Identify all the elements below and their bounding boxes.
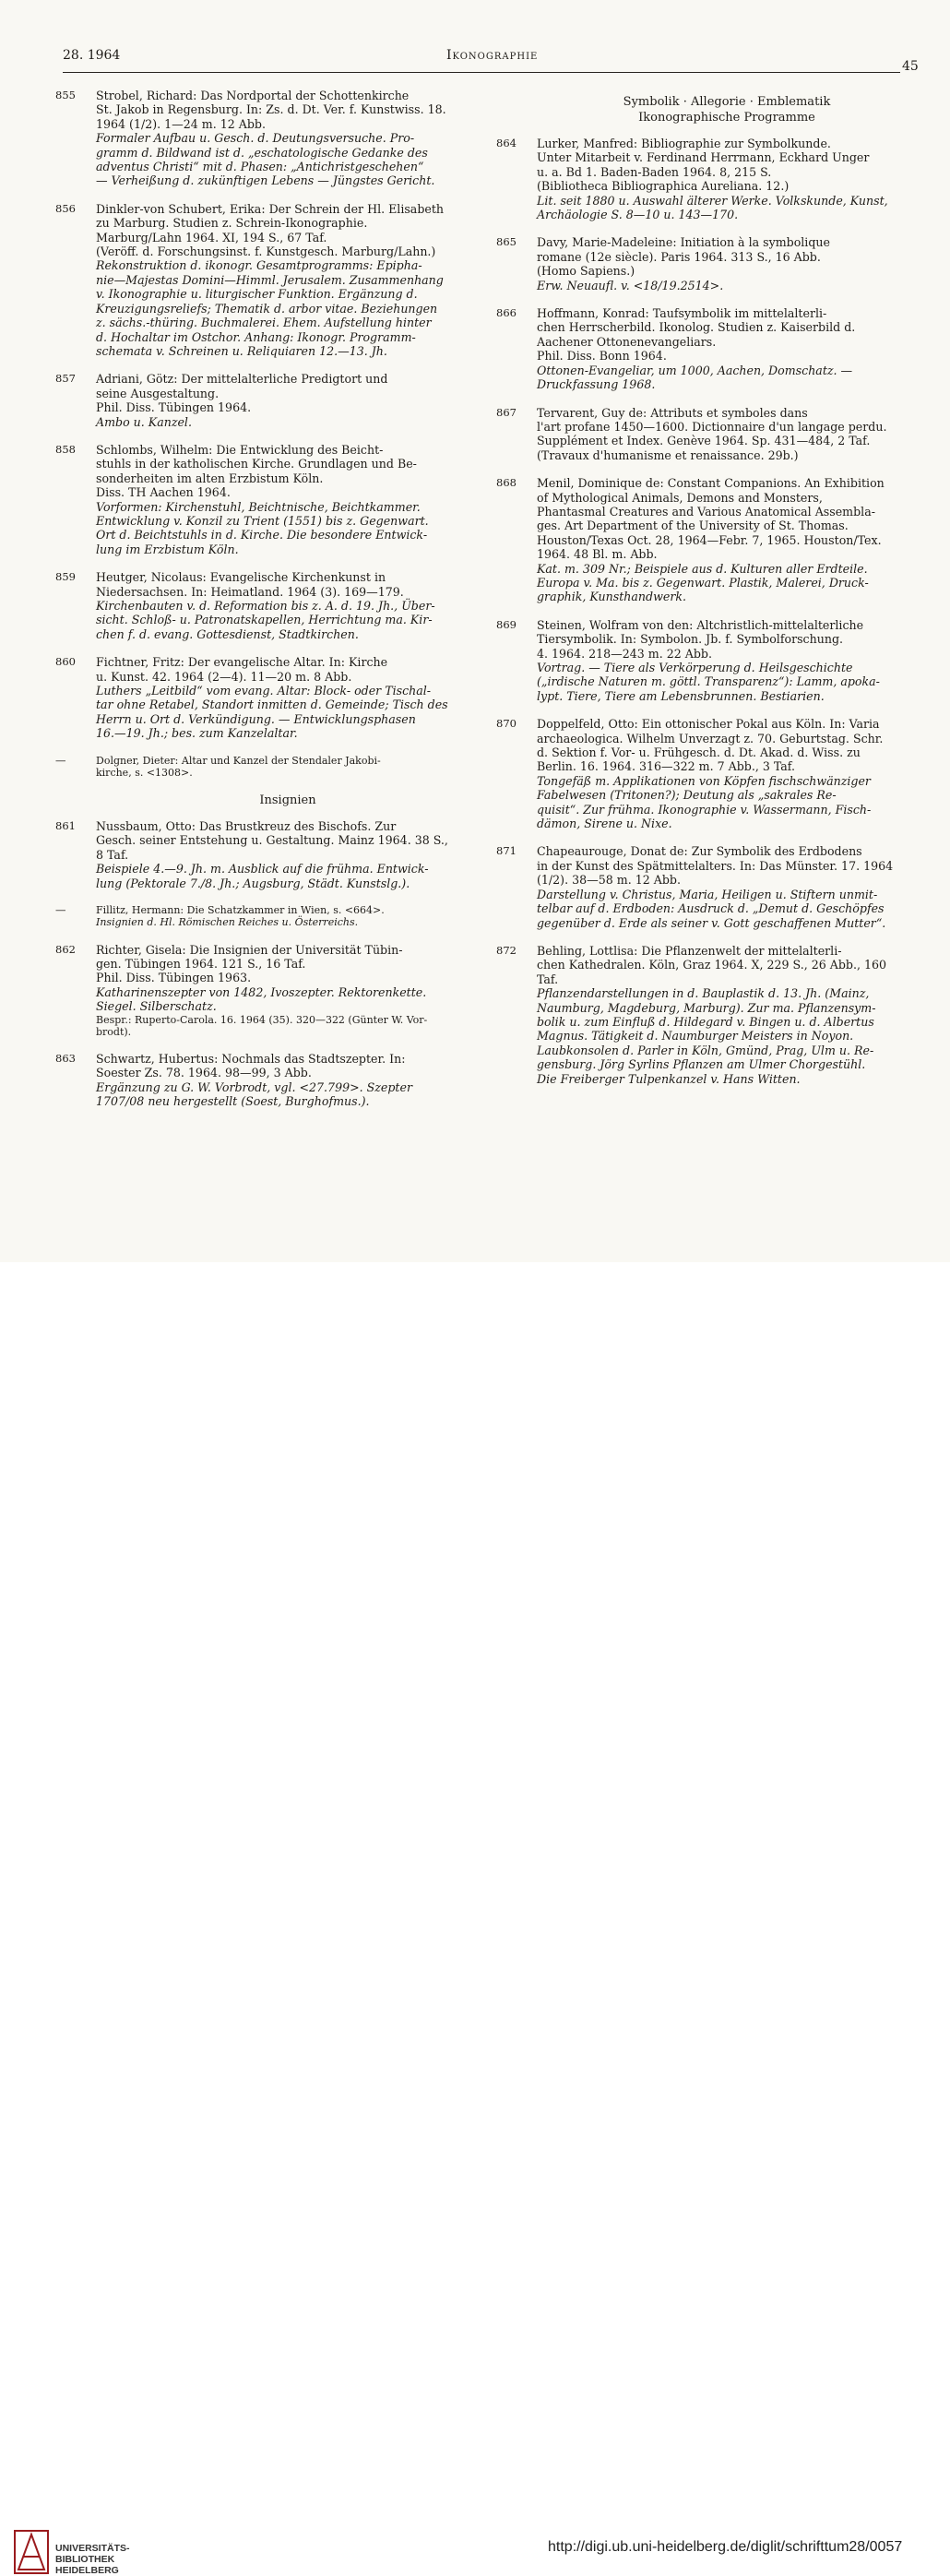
- entry-annotation-line: lung im Erzbistum Köln.: [96, 542, 239, 556]
- entry-annotation-line: Ergänzung zu G. W. Vorbrodt, vgl. <27.799>. Szepter: [96, 1079, 412, 1094]
- entry-annotation-line: Vortrag. — Tiere als Verkörperung d. Heilsgeschichte: [537, 661, 853, 674]
- entry-annotation-line: 16.—19. Jh.; bes. zum Kanzelaltar.: [96, 726, 298, 741]
- entry-citation-line: Gesch. seiner Entstehung u. Gestaltung. Mainz 1964. 38 S.,: [96, 833, 448, 848]
- entry-citation-line: Marburg/Lahn 1964. XI, 194 S., 67 Taf.: [96, 230, 327, 244]
- entry-number: 858: [55, 442, 76, 456]
- entry-number: 869: [496, 617, 517, 631]
- left-column: [55, 89, 480, 1123]
- bibliography-entry: [55, 372, 480, 429]
- entry-citation-line: (Travaux d'humanisme et renaissance. 29b.): [537, 447, 799, 462]
- entry-citation-line: chen Kathedralen. Köln, Graz 1964. X, 229 S., 26 Abb., 160: [537, 958, 887, 972]
- bibliography-entry: [496, 137, 917, 221]
- entry-annotation-line: Darstellung v. Christus, Maria, Heiligen u. Stiftern unmit-: [537, 887, 878, 901]
- library-name: [55, 2543, 130, 2576]
- entry-number: 868: [496, 476, 517, 490]
- entry-citation-line: Niedersachsen. In: Heimatland. 1964 (3). 169—179.: [96, 584, 404, 599]
- entry-annotation-line: („irdische Naturen m. göttl. Transparenz“): Lamm, apoka-: [537, 674, 880, 689]
- entry-citation-line: Unter Mitarbeit v. Ferdinand Herrmann, Eckhard Unger: [537, 150, 870, 165]
- entry-citation-line: in der Kunst des Spätmittelalters. In: Das Münster. 17. 1964: [537, 858, 894, 873]
- entry-citation-line: Taf.: [537, 972, 559, 986]
- entry-annotation-line: gramm d. Bildwand ist d. „eschatologische Gedanke des: [96, 145, 428, 160]
- entry-number: 866: [496, 306, 517, 320]
- entry-citation-line: Phil. Diss. Tübingen 1963.: [96, 971, 252, 985]
- entry-annotation-line: adventus Christi“ mit d. Phasen: „Antichristgeschehen“: [96, 160, 424, 174]
- entry-annotation-line: v. Ikonographie u. liturgischer Funktion. Ergänzung d.: [96, 287, 418, 302]
- entry-annotation-line: Kat. m. 309 Nr.; Beispiele aus d. Kulturen aller Erdteile.: [537, 561, 868, 576]
- entry-citation-line: zu Marburg. Studien z. Schrein-Ikonographie.: [96, 216, 368, 231]
- entry-citation-line: Nussbaum, Otto: Das Brustkreuz des Bischofs. Zur: [96, 819, 397, 834]
- entry-number: 855: [55, 89, 76, 101]
- entry-citation-line: (Homo Sapiens.): [537, 264, 635, 279]
- section-heading: Insignien: [259, 793, 316, 808]
- entry-annotation-line: Luthers „Leitbild“ vom evang. Altar: Block- oder Tischal-: [96, 684, 432, 698]
- entry-number: —: [55, 753, 66, 767]
- bibliography-entry: [55, 443, 480, 556]
- bibliography-entry: [496, 306, 917, 391]
- entry-annotation-line: — Verheißung d. zukünftigen Lebens — Jüngstes Gericht.: [96, 173, 435, 188]
- entry-citation-line: Heutger, Nicolaus: Evangelische Kirchenkunst in: [96, 570, 386, 585]
- entry-number: 867: [496, 405, 517, 419]
- bibliography-entry: [55, 89, 480, 188]
- entry-annotation-line: Siegel. Silberschatz.: [96, 999, 217, 1014]
- entry-citation-line: Berlin. 16. 1964. 316—322 m. 7 Abb., 3 Taf.: [537, 759, 796, 774]
- entry-citation-line: Houston/Texas Oct. 28, 1964—Febr. 7, 1965. Houston/Tex.: [537, 532, 882, 547]
- entry-citation-line: Behling, Lottlisa: Die Pflanzenwelt der mittelalterli-: [537, 943, 842, 958]
- bibliography-entry: [496, 406, 917, 463]
- entry-citation-line: Tervarent, Guy de: Attributs et symboles dans: [537, 405, 808, 420]
- entry-annotation-line: tar ohne Retabel, Standort inmitten d. Gemeinde; Tisch des: [96, 698, 448, 712]
- bibliography-entry: [55, 943, 480, 1038]
- entry-annotation-line: nie—Majestas Domini—Himml. Jerusalem. Zusammenhang: [96, 272, 444, 287]
- entry-annotation-line: Laubkonsolen d. Parler in Köln, Gmünd, Prag, Ulm u. Re-: [537, 1043, 874, 1057]
- library-name-line: BIBLIOTHEK: [55, 2554, 115, 2565]
- section-heading-line: Symbolik · Allegorie · Emblematik: [623, 95, 831, 109]
- library-name-line: UNIVERSITÄTS-: [55, 2543, 130, 2554]
- entry-annotation-line: gegenüber d. Erde als seiner v. Gott geschaffenen Mutter“.: [537, 915, 886, 930]
- entry-annotation-line: lung (Pektorale 7./8. Jh.; Augsburg, Städt. Kunstslg.).: [96, 876, 410, 890]
- entry-citation-line: Dolgner, Dieter: Altar und Kanzel der Stendaler Jakobi-: [96, 754, 381, 767]
- entry-annotation-line: Naumburg, Magdeburg, Marburg). Zur ma. Pflanzensym-: [537, 1000, 876, 1015]
- bibliography-entry: [496, 235, 917, 292]
- entry-citation-line: l'art profane 1450—1600. Dictionnaire d'un langage perdu.: [537, 419, 887, 434]
- entry-citation-line: (Bibliotheca Bibliographica Aureliana. 12.): [537, 179, 790, 194]
- bibliography-entry: [496, 844, 917, 929]
- library-name-line: HEIDELBERG: [55, 2565, 119, 2576]
- entry-citation-line: Soester Zs. 78. 1964. 98—99, 3 Abb.: [96, 1066, 312, 1080]
- bibliography-entry: [55, 570, 480, 641]
- entry-annotation-line: Kirchenbauten v. d. Reformation bis z. A. d. 19. Jh., Über-: [96, 599, 435, 613]
- source-url-link[interactable]: http://digi.ub.uni-heidelberg.de/diglit/schrifttum28/0057: [548, 2539, 903, 2555]
- entry-citation-line: seine Ausgestaltung.: [96, 386, 220, 400]
- entry-citation-line: Doppelfeld, Otto: Ein ottonischer Pokal aus Köln. In: Varia: [537, 717, 880, 732]
- entry-citation-line: Phil. Diss. Tübingen 1964.: [96, 400, 252, 415]
- entry-number: 857: [55, 372, 76, 386]
- entry-number: 862: [55, 942, 76, 956]
- entry-citation-line: Dinkler-von Schubert, Erika: Der Schrein der Hl. Elisabeth: [96, 201, 445, 216]
- entry-annotation-line: gensburg. Jörg Syrlins Pflanzen am Ulmer Chorgestühl.: [537, 1057, 866, 1072]
- entry-annotation-line: 1707/08 neu hergestellt (Soest, Burghofmus.).: [96, 1094, 370, 1109]
- entry-citation-line: stuhls in der katholischen Kirche. Grundlagen und Be-: [96, 457, 417, 471]
- entry-citation-line: Bespr.: Ruperto-Carola. 16. 1964 (35). 320—322 (Günter W. Vor-: [96, 1013, 428, 1026]
- entry-annotation-line: chen f. d. evang. Gottesdienst, Stadtkirchen.: [96, 626, 359, 641]
- entry-citation-line: Diss. TH Aachen 1964.: [96, 485, 231, 500]
- entry-annotation-line: Druckfassung 1968.: [537, 377, 656, 392]
- entry-annotation-line: Beispiele 4.—9. Jh. m. Ausblick auf die frühma. Entwick-: [96, 862, 429, 877]
- entry-annotation-line: Magnus. Tätigkeit d. Naumburger Meisters in Noyon.: [537, 1029, 854, 1044]
- entry-annotation-line: Vorformen: Kirchenstuhl, Beichtnische, Beichtkammer.: [96, 499, 421, 514]
- page-number: 45: [902, 59, 919, 74]
- entry-annotation-line: Erw. Neuaufl. v. <18/19.2514>.: [537, 278, 724, 292]
- entry-citation-line: Aachener Ottonenevangeliars.: [537, 334, 717, 349]
- entry-number: 865: [496, 235, 517, 249]
- entry-annotation-line: Europa v. Ma. bis z. Gegenwart. Plastik, Malerei, Druck-: [537, 575, 869, 590]
- bibliography-entry: [55, 202, 480, 358]
- bibliography-entry: [55, 655, 480, 740]
- entry-number: 872: [496, 943, 517, 957]
- bibliography-entry: [55, 1052, 480, 1109]
- entry-annotation-line: Insignien d. Hl. Römischen Reiches u. Österreichs.: [96, 916, 359, 929]
- entry-annotation-line: Formaler Aufbau u. Gesch. d. Deutungsversuche. Pro-: [96, 131, 415, 146]
- entry-citation-line: (Veröff. d. Forschungsinst. f. Kunstgesch. Marburg/Lahn.): [96, 244, 436, 259]
- entry-citation-line: u. a. Bd 1. Baden-Baden 1964. 8, 215 S.: [537, 164, 772, 179]
- entry-annotation-line: Entwicklung v. Konzil zu Trient (1551) bis z. Gegenwart.: [96, 513, 429, 528]
- entry-annotation-line: sicht. Schloß- u. Patronatskapellen, Herrichtung ma. Kir-: [96, 613, 433, 627]
- entry-citation-line: Strobel, Richard: Das Nordportal der Schottenkirche: [96, 89, 410, 102]
- entry-annotation-line: telbar auf d. Erdboden: Ausdruck d. „Demut d. Geschöpfes: [537, 901, 885, 916]
- entry-citation-line: Steinen, Wolfram von den: Altchristlich-mittelalterliche: [537, 617, 864, 632]
- entry-citation-line: Tiersymbolik. In: Symbolon. Jb. f. Symbolforschung.: [537, 632, 844, 647]
- entry-number: 863: [55, 1051, 76, 1065]
- entry-number: 871: [496, 844, 517, 858]
- entry-citation-line: (1/2). 38—58 m. 12 Abb.: [537, 873, 681, 888]
- entry-citation-line: Richter, Gisela: Die Insignien der Universität Tübin-: [96, 942, 403, 957]
- bibliography-entry: [55, 755, 480, 779]
- entry-citation-line: Phantasmal Creatures and Various Anatomical Assembla-: [537, 504, 875, 519]
- entry-annotation-line: lypt. Tiere, Tiere am Lebensbrunnen. Bestiarien.: [537, 688, 825, 703]
- entry-annotation-line: Die Freiberger Tulpenkanzel v. Hans Witten.: [537, 1071, 801, 1086]
- footer-bar: [0, 1262, 950, 2576]
- entry-citation-line: Chapeaurouge, Donat de: Zur Symbolik des Erdbodens: [537, 844, 862, 859]
- section-heading: [537, 94, 917, 125]
- bibliography-entry: [496, 618, 917, 703]
- entry-citation-line: 4. 1964. 218—243 m. 22 Abb.: [537, 646, 712, 661]
- entry-citation-line: Schlombs, Wilhelm: Die Entwicklung des Beicht-: [96, 442, 384, 457]
- bibliography-entry: [55, 819, 480, 890]
- entry-annotation-line: bolik u. zum Einfluß d. Hildegard v. Bingen u. d. Albertus: [537, 1014, 874, 1029]
- entry-citation-line: 8 Taf.: [96, 847, 129, 862]
- entry-annotation-line: Pflanzendarstellungen in d. Bauplastik d. 13. Jh. (Mainz,: [537, 986, 870, 1001]
- entry-citation-line: Menil, Dominique de: Constant Companions. An Exhibition: [537, 476, 885, 491]
- entry-citation-line: brodt).: [96, 1025, 132, 1038]
- entry-number: 856: [55, 201, 76, 215]
- bibliography-entry: [496, 476, 917, 604]
- entry-citation-line: Davy, Marie-Madeleine: Initiation à la symbolique: [537, 235, 830, 250]
- entry-citation-line: kirche, s. <1308>.: [96, 766, 193, 779]
- entry-citation-line: St. Jakob in Regensburg. In: Zs. d. Dt. Ver. f. Kunstwiss. 18.: [96, 102, 446, 117]
- entry-citation-line: 1964 (1/2). 1—24 m. 12 Abb.: [96, 116, 266, 131]
- entry-number: 860: [55, 655, 76, 669]
- entry-citation-line: d. Sektion f. Vor- u. Frühgesch. d. Dt. Akad. d. Wiss. zu: [537, 745, 861, 760]
- entry-annotation-line: quisit“. Zur frühma. Ikonographie v. Wassermann, Fisch-: [537, 802, 872, 817]
- bibliography-entry: [55, 904, 480, 928]
- right-column: [496, 89, 917, 1100]
- entry-citation-line: Schwartz, Hubertus: Nochmals das Stadtszepter. In:: [96, 1051, 406, 1066]
- section-heading-line: Ikonographische Programme: [638, 111, 815, 125]
- entry-annotation-line: Ottonen-Evangeliar, um 1000, Aachen, Domschatz. —: [537, 363, 853, 377]
- entry-citation-line: sonderheiten im alten Erzbistum Köln.: [96, 471, 324, 485]
- entry-annotation-line: graphik, Kunsthandwerk.: [537, 590, 686, 604]
- entry-annotation-line: Kreuzigungsreliefs; Thematik d. arbor vitae. Beziehungen: [96, 301, 438, 316]
- entry-annotation-line: Rekonstruktion d. ikonogr. Gesamtprogramms: Epipha-: [96, 258, 422, 273]
- entry-citation-line: gen. Tübingen 1964. 121 S., 16 Taf.: [96, 956, 306, 971]
- entry-annotation-line: Ambo u. Kanzel.: [96, 414, 192, 429]
- entry-citation-line: Fichtner, Fritz: Der evangelische Altar. In: Kirche: [96, 655, 388, 670]
- entry-number: —: [55, 903, 66, 917]
- entry-annotation-line: Herrn u. Ort d. Verkündigung. — Entwicklungsphasen: [96, 711, 416, 726]
- entry-citation-line: ges. Art Department of the University of St. Thomas.: [537, 519, 849, 533]
- header-title: Ikonographie: [446, 48, 539, 63]
- entry-number: 861: [55, 819, 76, 833]
- header-rule: [63, 72, 900, 73]
- entry-annotation-line: Fabelwesen (Tritonen?); Deutung als „sakrales Re-: [537, 788, 837, 803]
- entry-citation-line: Supplément et Index. Genève 1964. Sp. 431—484, 2 Taf.: [537, 434, 871, 448]
- entry-annotation-line: schemata v. Schreinen u. Reliquiaren 12.—13. Jh.: [96, 343, 387, 358]
- library-logo-icon: [13, 2529, 50, 2575]
- entry-citation-line: Fillitz, Hermann: Die Schatzkammer in Wien, s. <664>.: [96, 904, 385, 917]
- entry-citation-line: chen Herrscherbild. Ikonolog. Studien z. Kaiserbild d.: [537, 320, 856, 335]
- entry-annotation-line: d. Hochaltar im Ostchor. Anhang: Ikonogr. Programm-: [96, 329, 416, 344]
- entry-annotation-line: Tongefäß m. Applikationen von Köpfen fischschwänziger: [537, 773, 871, 788]
- entry-citation-line: Phil. Diss. Bonn 1964.: [537, 349, 667, 364]
- bibliography-entry: [496, 717, 917, 830]
- entry-citation-line: romane (12e siècle). Paris 1964. 313 S., 16 Abb.: [537, 249, 821, 264]
- header-volume: 28. 1964: [63, 48, 121, 63]
- bibliography-entry: [496, 944, 917, 1086]
- entry-number: 859: [55, 570, 76, 584]
- entry-number: 864: [496, 137, 517, 149]
- entry-annotation-line: z. sächs.-thüring. Buchmalerei. Ehem. Aufstellung hinter: [96, 316, 432, 330]
- entry-annotation-line: Ort d. Beichtstuhls in d. Kirche. Die besondere Entwick-: [96, 528, 428, 543]
- entry-annotation-line: Archäologie S. 8—10 u. 143—170.: [537, 208, 739, 222]
- entry-citation-line: 1964. 48 Bl. m. Abb.: [537, 547, 658, 562]
- entry-annotation-line: Lit. seit 1880 u. Auswahl älterer Werke. Volkskunde, Kunst,: [537, 193, 888, 208]
- entry-annotation-line: dämon, Sirene u. Nixe.: [537, 817, 672, 831]
- entry-citation-line: archaeologica. Wilhelm Unverzagt z. 70. Geburtstag. Schr.: [537, 731, 884, 745]
- entry-citation-line: Lurker, Manfred: Bibliographie zur Symbolkunde.: [537, 137, 831, 150]
- entry-citation-line: u. Kunst. 42. 1964 (2—4). 11—20 m. 8 Abb.: [96, 669, 352, 684]
- entry-citation-line: Hoffmann, Konrad: Taufsymbolik im mittelalterli-: [537, 306, 827, 321]
- entry-citation-line: Adriani, Götz: Der mittelalterliche Predigtort und: [96, 372, 388, 387]
- entry-annotation-line: Katharinenszepter von 1482, Ivoszepter. Rektorenkette.: [96, 984, 427, 999]
- entry-number: 870: [496, 717, 517, 731]
- entry-citation-line: of Mythological Animals, Demons and Monsters,: [537, 490, 823, 505]
